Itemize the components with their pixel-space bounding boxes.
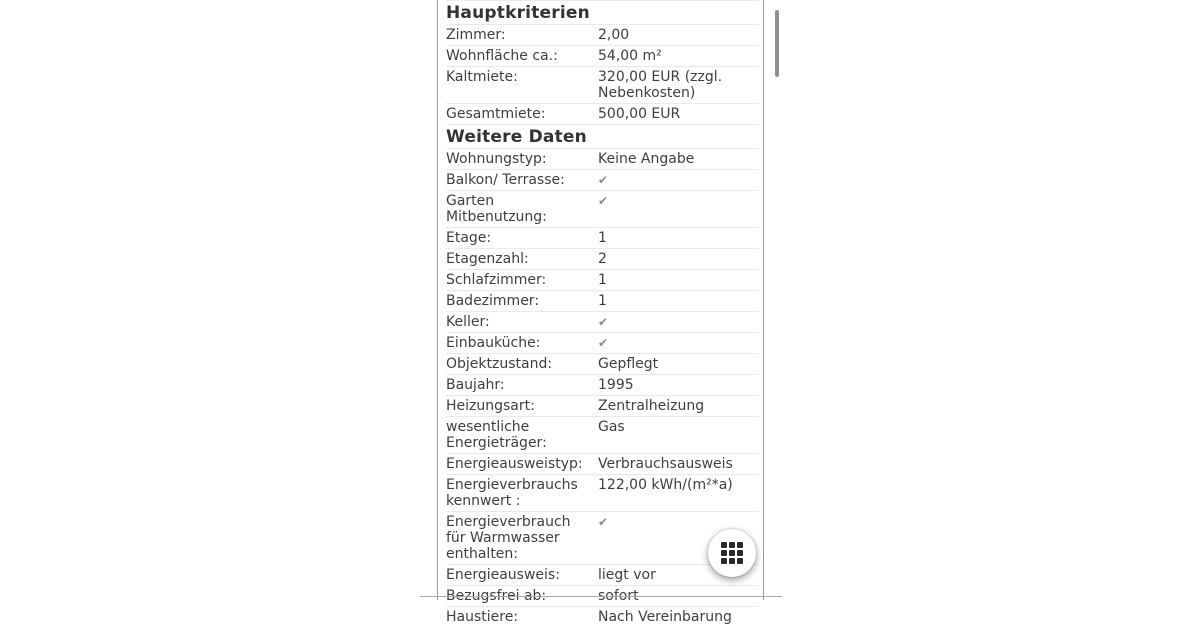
row-label: Baujahr: [446,377,505,393]
row-value: Gas [598,419,625,435]
criteria-row [446,332,759,353]
panel-bottom-divider [420,596,782,597]
section-title: Weitere Daten [446,124,759,148]
row-label: Energieverbrauch für Warmwasser enthalten: [446,514,571,562]
criteria-row [446,416,759,453]
criteria-row [446,606,759,627]
criteria-row [446,269,759,290]
check-icon: ✔ [598,194,609,208]
row-value: Zentralheizung [598,398,705,414]
row-value: 1995 [598,377,634,393]
row-label: Garten Mitbenutzung: [446,193,547,225]
row-label: wesentliche Energieträger: [446,419,547,451]
row-label: Badezimmer: [446,293,540,309]
grid-menu-button[interactable] [708,529,756,577]
criteria-row [446,103,759,124]
row-label: Kaltmiete: [446,69,518,85]
row-value: 500,00 EUR [598,106,681,122]
row-value: Verbrauchsausweis [598,456,733,472]
criteria-row [446,190,759,227]
row-value: Nach Vereinbarung [598,609,732,625]
criteria-row [446,148,759,169]
row-label: Bezugsfrei ab: [446,588,547,604]
criteria-row [446,311,759,332]
check-icon: ✔ [598,515,609,529]
criteria-row [446,66,759,103]
row-value: Keine Angabe [598,151,695,167]
row-value: Gepflegt [598,356,659,372]
criteria-row [446,453,759,474]
criteria-row [446,395,759,416]
row-label: Gesamtmiete: [446,106,546,122]
row-value: 1 [598,272,607,288]
row-label: Schlafzimmer: [446,272,547,288]
row-label: Energieausweistyp: [446,456,583,472]
row-label: Energieausweis: [446,567,560,583]
row-label: Einbauküche: [446,335,541,351]
row-value: liegt vor [598,567,656,583]
row-value: 1 [598,230,607,246]
row-value: 2,00 [598,27,630,43]
criteria-row [446,474,759,511]
row-label: Energieverbrauchs kennwert : [446,477,578,509]
row-label: Wohnfläche ca.: [446,48,558,64]
row-label: Zimmer: [446,27,506,43]
row-label: Etage: [446,230,492,246]
row-label: Haustiere: [446,609,519,625]
property-criteria-panel [437,0,764,625]
row-label: Heizungsart: [446,398,535,414]
row-label: Wohnungstyp: [446,151,547,167]
criteria-row [446,290,759,311]
criteria-row [446,374,759,395]
row-label: Etagenzahl: [446,251,529,267]
row-value: sofort [598,588,639,604]
row-value: 2 [598,251,607,267]
criteria-row [446,24,759,45]
check-icon: ✔ [598,336,609,350]
check-icon: ✔ [598,315,609,329]
row-label: Balkon/ Terrasse: [446,172,565,188]
grid-icon [721,542,743,564]
check-icon: ✔ [598,173,609,187]
row-value: 320,00 EUR (zzgl. Nebenkosten) [598,69,723,101]
scrollbar-thumb[interactable] [775,10,779,77]
criteria-row [446,227,759,248]
row-value: 54,00 m² [598,48,662,64]
criteria-row [446,353,759,374]
criteria-row [446,169,759,190]
section-title: Hauptkriterien [446,0,759,24]
row-value: 122,00 kWh/(m²*a) [598,477,733,493]
criteria-table [446,0,759,627]
row-label: Objektzustand: [446,356,553,372]
criteria-row [446,248,759,269]
row-label: Keller: [446,314,490,330]
row-value: 1 [598,293,607,309]
criteria-row [446,45,759,66]
